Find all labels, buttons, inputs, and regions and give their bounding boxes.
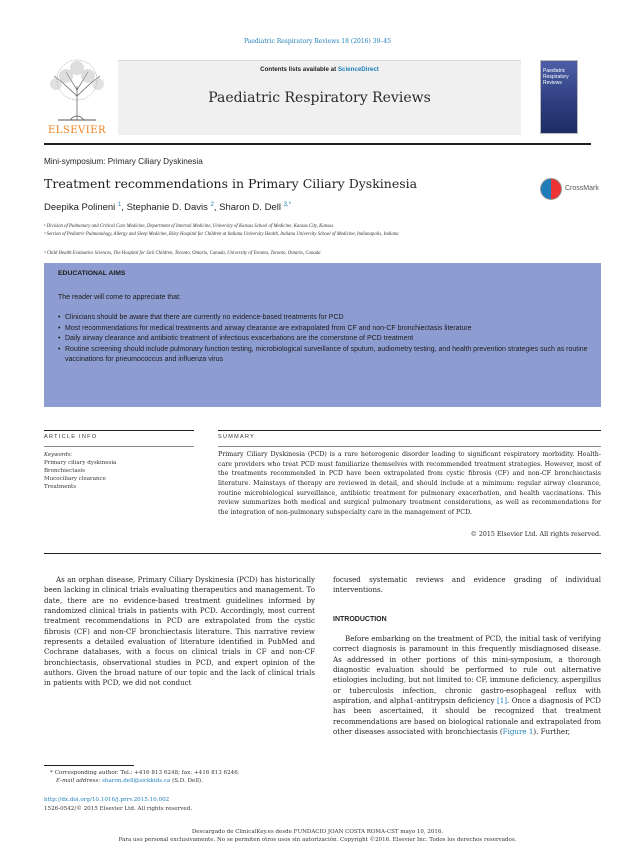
doi-link[interactable]: http://dx.doi.org/10.1016/j.prrv.2015.10.002 bbox=[44, 797, 170, 803]
summary-subrule bbox=[218, 446, 601, 447]
affiliation-3: ³ Child Health Evaluative Sciences, The Hospital for Sick Children, Toronto, Ontario, Canada, University of Toronto, Toronto, Ontario, Canada bbox=[44, 251, 321, 256]
educational-aims-list bbox=[58, 313, 591, 366]
body-right-column-top: focused systematic reviews and evidence grading of individual interventions. bbox=[333, 575, 601, 595]
author-list: Deepika Polineni $^1$, Stephanie D. Davis $^2$, Sharon D. Dell $^{3,*}$ bbox=[44, 202, 291, 214]
keyword[interactable]: Bronchiectasis bbox=[44, 468, 86, 474]
keyword[interactable]: Primary ciliary dyskinesia bbox=[44, 460, 117, 466]
contents-availability bbox=[118, 66, 521, 73]
keywords-label: Keywords: bbox=[44, 452, 73, 458]
article-title: Treatment recommendations in Primary Ciliary Dyskinesia bbox=[44, 176, 418, 191]
introduction-heading: INTRODUCTION bbox=[333, 616, 387, 623]
journal-title[interactable]: Paediatric Respiratory Reviews bbox=[208, 90, 431, 106]
intro-text-c: ). Further, bbox=[533, 727, 570, 737]
crossmark-icon[interactable] bbox=[540, 178, 562, 200]
body-left-column bbox=[44, 575, 315, 689]
email-link[interactable]: sharon.dell@sickkids.ca bbox=[101, 778, 171, 784]
email-label: E-mail address: bbox=[56, 778, 102, 784]
author-name[interactable]: Sharon D. Dell bbox=[219, 202, 281, 214]
issn-line: 1526-0542/© 2015 Elsevier Ltd. All rights reserved. bbox=[44, 806, 193, 812]
article-info-subrule bbox=[44, 446, 194, 447]
abstract-bottom-rule bbox=[44, 553, 601, 554]
sciencedirect-link[interactable]: ScienceDirect bbox=[337, 66, 379, 73]
author-affiliation-marker[interactable]: 1 bbox=[117, 202, 122, 208]
intro-text-b: . Once a diagnosis of PCD has been ascertained, it should be recognized that treatment recommendations are based on biological rationale and extrapolated from other diseases associated with bronchiectasis ( bbox=[333, 696, 601, 737]
keyword[interactable]: Mucociliary clearance bbox=[44, 476, 106, 482]
reference-link[interactable]: [1] bbox=[496, 696, 508, 706]
article-info-label: ARTICLE INFO bbox=[44, 434, 98, 440]
author-name[interactable]: Stephanie D. Davis bbox=[126, 202, 208, 214]
download-notice-line-2: Para uso personal exclusivamente. No se permiten otros usos sin autorización. Copyright ©2016. Elsevier Inc. Todos los derechos reservados. bbox=[118, 837, 517, 843]
summary-rule bbox=[218, 430, 601, 431]
educational-aims-heading: EDUCATIONAL AIMS bbox=[58, 270, 126, 277]
journal-reference[interactable]: Paediatric Respiratory Reviews 18 (2016) 39–45 bbox=[244, 38, 391, 45]
affiliation-2: ² Section of Pediatric Pulmonology, Allergy and Sleep Medicine, Riley Hospital for Children at Indiana University Health, Indiana University School of Medicine, Indianapolis, Indiana bbox=[44, 232, 399, 237]
summary-text: Primary Ciliary Dyskinesia (PCD) is a rare heterogenic disorder leading to significant respiratory morbidity. Health-care providers who treat PCD must familiarize themselves with recommended treatment strategies. However, most of the treatments recommended in PCD have been extrapolated from cystic fibrosis (CF) and non-CF bronchiectasis literature. Mainstays of therapy are reviewed in detail, and should include at a minimum: regular airway clearance, routine microbiological surveillance, antibiotic treatment for pulmonary exacerbation, and health vaccinations. This review summarizes both medical and surgical pulmonary treatment considerations, as well as recommendations for the integration of non-pulmonary subspecialty care in the management of PCD. bbox=[218, 451, 601, 516]
author-affiliation-marker[interactable]: 2 bbox=[210, 202, 214, 208]
contents-prefix: Contents lists available at bbox=[260, 66, 338, 73]
author-affiliation-marker[interactable]: 3,* bbox=[283, 202, 291, 208]
introduction-paragraph bbox=[333, 634, 601, 737]
list-item: • Routine screening should include pulmonary function testing, microbiological surveillance of sputum, audiometry testing, and health prevention strategies such as routine vaccinations for pneumococcus and influenza virus bbox=[58, 345, 591, 364]
list-item: • Most recommendations for medical treatments and airway clearance are extrapolated from CF and non-CF bronchiectasis literature bbox=[58, 324, 591, 334]
journal-cover-title: Paediatric Respiratory Reviews bbox=[543, 68, 569, 86]
educational-aims-intro: The reader will come to appreciate that: bbox=[58, 294, 181, 301]
symposium-label: Mini-symposium: Primary Ciliary Dyskinesia bbox=[44, 157, 203, 166]
list-item: • Clinicians should be aware that there are currently no evidence-based treatments for PCD bbox=[58, 313, 591, 323]
body-right-column bbox=[333, 634, 601, 737]
email-note bbox=[56, 777, 203, 785]
crossmark-label[interactable]: CrossMark bbox=[565, 185, 599, 192]
summary-copyright: © 2015 Elsevier Ltd. All rights reserved. bbox=[470, 531, 601, 538]
affiliation-1: ¹ Division of Pulmonary and Critical Care Medicine, Department of Internal Medicine, University of Kansas School of Medicine, Kansas City, Kansas bbox=[44, 224, 334, 229]
corresponding-author-note: * Corresponding author. Tel.: +416 813 6248; fax: +416 813 6246. bbox=[50, 770, 240, 776]
list-item: • Daily airway clearance and antibiotic treatment of infectious exacerbations are the cornerstone of PCD treatment bbox=[58, 334, 591, 344]
masthead-rule bbox=[44, 143, 591, 145]
summary-label: SUMMARY bbox=[218, 434, 256, 440]
author-name[interactable]: Deepika Polineni bbox=[44, 202, 116, 214]
article-info-rule bbox=[44, 430, 194, 431]
elsevier-wordmark: ELSEVIER bbox=[47, 125, 107, 136]
intro-text-a: Before embarking on the treatment of PCD, the initial task of verifying correct diagnosis is paramount in this frequently misdiagnosed disease. As addressed in other portions of this mini-symposium, a thorough diagnostic evaluation should be performed to rule out alternative etiologies including, but not limited to: CF, immune deficiency, aspergillus or tuberculosis infection, chronic gastro-esophageal reflux with aspiration, and alpha1-antitrypsin deficiency bbox=[333, 634, 601, 706]
body-paragraph: As an orphan disease, Primary Ciliary Dyskinesia (PCD) has historically been lacking in clinical trials evaluating therapeutics and management. To date, there are no evidence-based treatment guidelines informed by randomized clinical trials in patients with PCD. Accordingly, most current treatment recommendations in PCD are extrapolated from the cystic fibrosis (CF) and non-CF bronchiectasis literature. This narrative review represents a detailed evaluation of literature identified in PubMed and Cochrane databases, with a focus on clinical trials in CF and non-CF bronchiectasis, observational studies in PCD, and expert opinion of the authors. Given the broad nature of our topic and the lack of clinical trials in patients with PCD, we did not conduct bbox=[44, 575, 315, 688]
keyword[interactable]: Treatments bbox=[44, 484, 77, 490]
footnote-rule bbox=[44, 765, 134, 766]
email-suffix: (S.D. Dell). bbox=[170, 778, 203, 784]
figure-link[interactable]: Figure 1 bbox=[502, 727, 534, 737]
download-notice-line-1: Descargado de ClinicalKey.es desde FUNDACIO JOAN COSTA ROMA-CST mayo 10, 2016. bbox=[191, 829, 444, 835]
keywords-list bbox=[44, 459, 116, 491]
